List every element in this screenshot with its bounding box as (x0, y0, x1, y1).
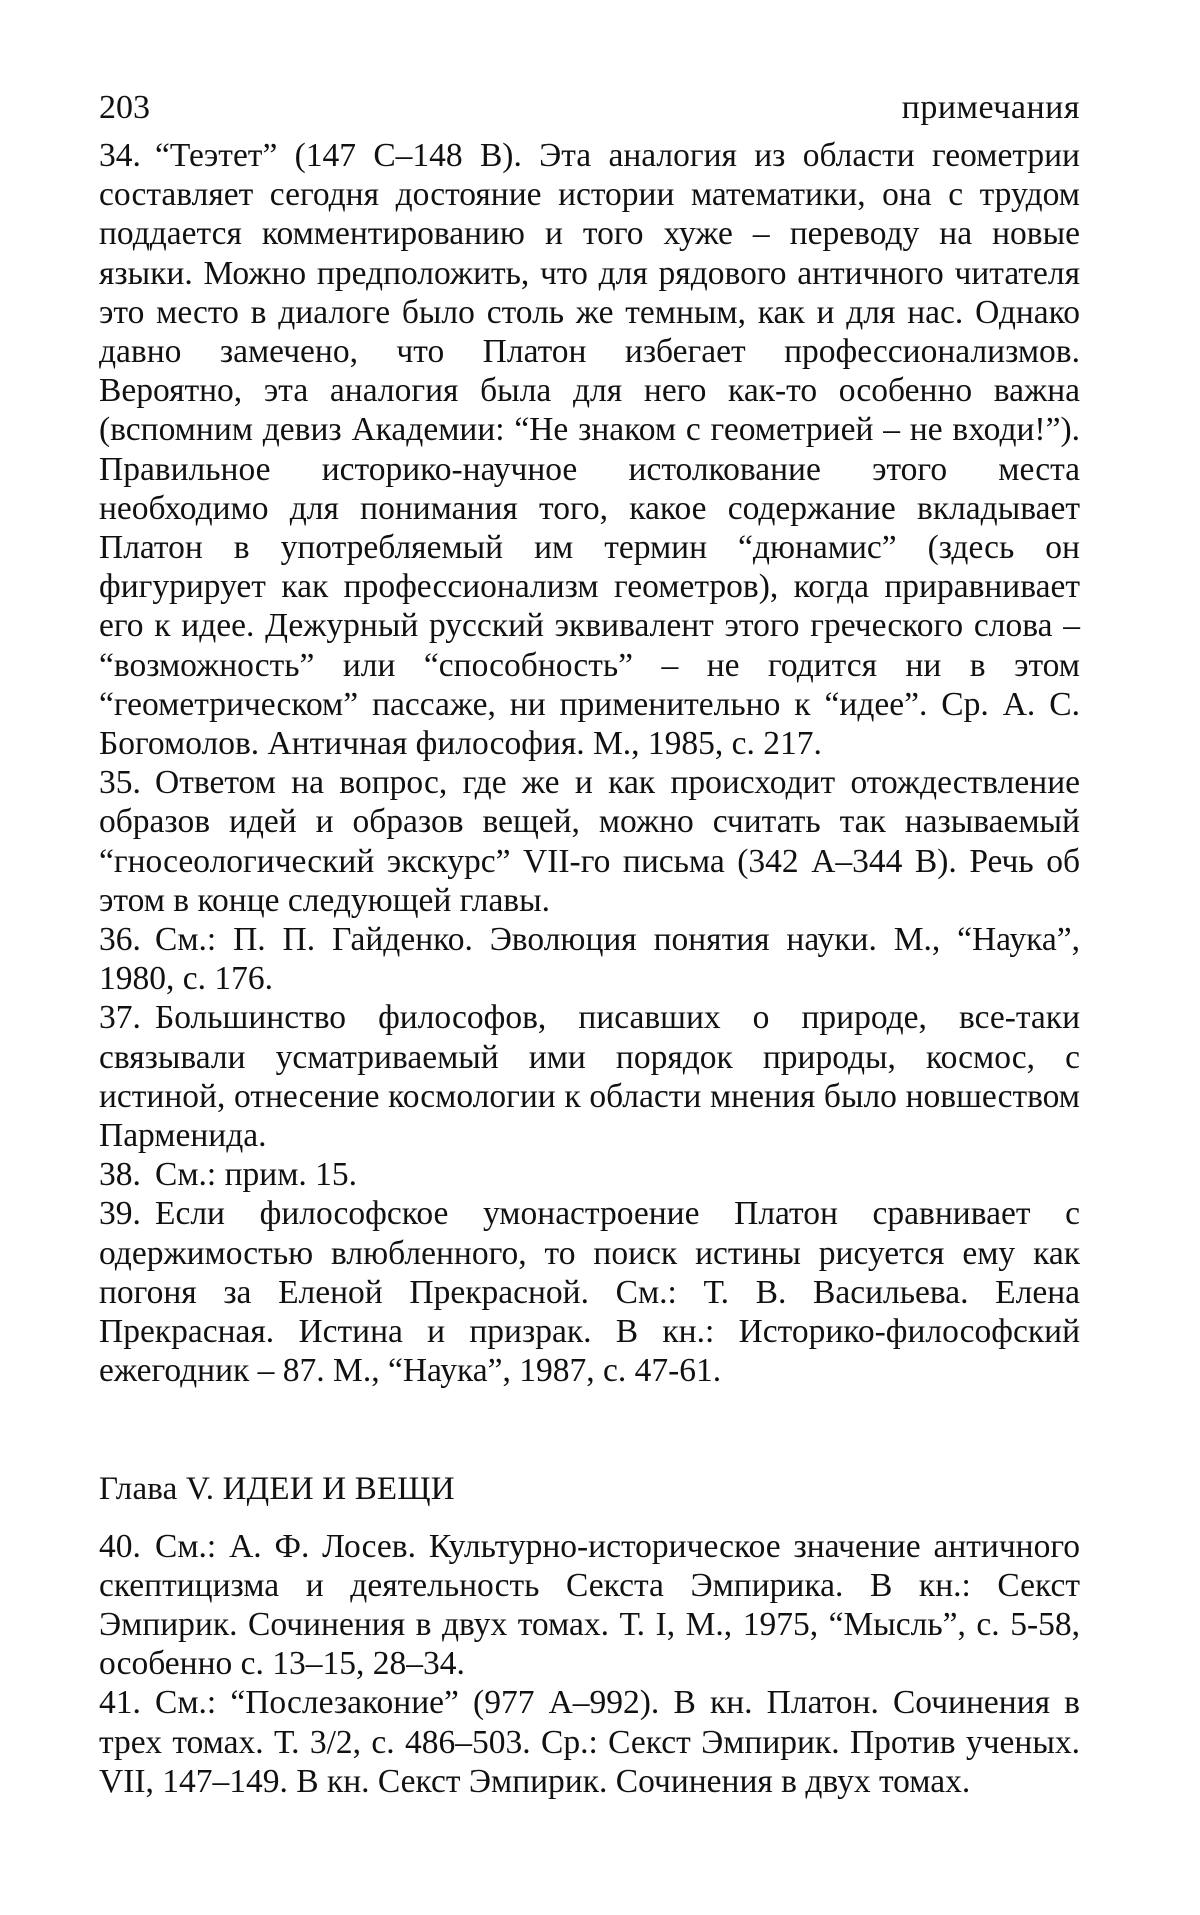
note-number: 38. (99, 1156, 141, 1194)
note-37 (99, 998, 1080, 1155)
section-title: примечания (901, 89, 1080, 126)
note-number: 41. (99, 1684, 141, 1722)
page-number: 203 (99, 89, 150, 126)
note-text: См.: А. Ф. Лосев. Культурно-историческое значение античного скептицизма и деятельность Секста Эмпирика. В кн.: Секст Эмпирик. Сочинения в двух томах. Т. I, М., 1975, “Мысль”, с. 5-58, особенно с. 13–15, 28–34. (99, 1527, 1080, 1683)
note-text: См.: “Послезаконие” (977 А–992). В кн. Платон. Сочинения в трех томах. Т. 3/2, с. 486–503. Ср.: Секст Эмпирик. Против ученых. VII, 147–149. В кн. Секст Эмпирик. Сочинения в двух томах. (99, 1684, 1080, 1800)
note-text: Ответом на вопрос, где же и как происходит отождествление образов идей и образов вещей, можно считать так называемый “гносеологический экскурс” VII-го письма (342 А–344 В). Речь об этом в конце следующей главы. (99, 764, 1080, 919)
note-38 (99, 1155, 1080, 1194)
book-page (99, 88, 1080, 1801)
note-34 (99, 136, 1080, 763)
note-35 (99, 763, 1080, 920)
note-text: Большинство философов, писавших о природе, все-таки связывали усматриваемый ими порядок природы, космос, с истиной, отнесение космологии к области мнения было новшеством Парменида. (99, 999, 1080, 1155)
note-number: 37. (99, 999, 141, 1037)
note-number: 40. (99, 1527, 141, 1565)
note-number: 35. (99, 764, 141, 802)
note-number: 34. (99, 137, 141, 174)
chapter-heading: Глава V. ИДЕИ И ВЕЩИ (99, 1470, 455, 1507)
note-text: См.: прим. 15. (155, 1156, 358, 1194)
note-text: Если философское умонастроение Платон сравнивает с одержимостью влюбленного, то поиск истины рисуется ему как погоня за Еленой Прекрасной. См.: Т. В. Васильева. Елена Прекрасная. Истина и призрак. В кн.: Историко-философский ежегодник – 87. М., “Наука”, 1987, с. 47-61. (99, 1195, 1080, 1390)
note-number: 39. (99, 1195, 141, 1233)
note-text: “Теэтет” (147 С–148 В). Эта аналогия из области геометрии составляет сегодня достояние истории математики, она с трудом поддается комментированию и того хуже – переводу на новые языки. Можно предположить, что для рядового античного читателя это место в диалоге было столь же темным, как и для нас. Однако давно замечено, что Платон избегает профессионализмов. Вероятно, эта аналогия была для него как-то особенно важна (вспомним девиз Академии: “Не знаком с геометрией – не входи!”). Правильное историко-научное истолкование этого места необходимо для понимания того, какое содержание вкладывает Платон в употребляемый им термин “дюнамис” (здесь он фигурирует как профессионализм геометров), когда приравнивает его к идее. Дежурный русский эквивалент этого греческого слова – “возможность” или “способность” – не годится ни в этом “геометрическом” пассаже, ни применительно к “идее”. Ср. А. С. Богомолов. Античная философия. М., 1985, с. 217. (99, 137, 1080, 763)
note-number: 36. (99, 921, 141, 959)
note-41 (99, 1683, 1080, 1801)
note-text: См.: П. П. Гайденко. Эволюция понятия науки. М., “Наука”, 1980, с. 176. (99, 921, 1080, 998)
note-40 (99, 1527, 1080, 1684)
note-39 (99, 1194, 1080, 1390)
running-head (99, 88, 1080, 136)
note-36 (99, 920, 1080, 998)
